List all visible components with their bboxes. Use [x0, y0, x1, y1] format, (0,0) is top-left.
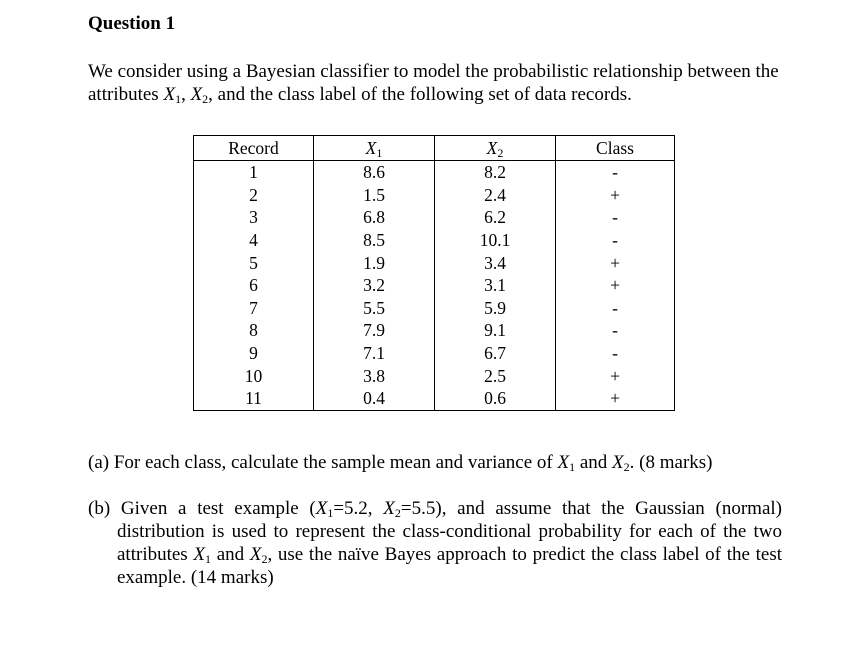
part-a-and: and	[575, 452, 613, 473]
cell-record: 4	[194, 229, 314, 252]
cell-record: 6	[194, 274, 314, 297]
cell-x2: 3.1	[435, 274, 556, 297]
subscript-2: 2	[623, 460, 630, 474]
subscript-1: 1	[205, 552, 212, 566]
header-x2-var: X	[486, 138, 498, 158]
table-row	[194, 274, 675, 297]
table-row	[194, 342, 675, 365]
header-x2	[435, 136, 556, 161]
header-x2-sub: 2	[497, 146, 504, 160]
subscript-2: 2	[202, 92, 209, 106]
cell-class: -	[556, 161, 675, 184]
subscript-1: 1	[327, 506, 334, 520]
cell-x2: 3.4	[435, 251, 556, 274]
cell-x1: 1.5	[314, 184, 435, 207]
intro-text-start: We consider using a Bayesian classifier to model the probabilistic relationship between the attributes	[88, 61, 779, 105]
table-row	[194, 297, 675, 320]
cell-x2: 6.2	[435, 206, 556, 229]
cell-class: -	[556, 319, 675, 342]
cell-class: +	[556, 274, 675, 297]
cell-record: 3	[194, 206, 314, 229]
cell-x1: 3.2	[314, 274, 435, 297]
cell-class: -	[556, 206, 675, 229]
header-x1-var: X	[365, 138, 377, 158]
cell-x1: 8.6	[314, 161, 435, 184]
cell-x2: 0.6	[435, 387, 556, 410]
cell-record: 2	[194, 184, 314, 207]
part-a-text-start: (a) For each class, calculate the sample mean and variance of	[88, 452, 558, 473]
intro-text-end: , and the class label of the following set of data records.	[208, 84, 632, 105]
table-row	[194, 319, 675, 342]
cell-record: 10	[194, 364, 314, 387]
var-x: X	[612, 452, 624, 473]
var-x: X	[163, 84, 176, 105]
table-row	[194, 251, 675, 274]
test-value-1: =5.2,	[333, 498, 384, 519]
var-x: X	[557, 452, 570, 473]
subscript-2: 2	[261, 552, 268, 566]
intro-separator: ,	[181, 84, 191, 105]
table-row	[194, 229, 675, 252]
cell-class: +	[556, 364, 675, 387]
table-row	[194, 184, 675, 207]
var-x: X	[249, 544, 262, 565]
cell-x2: 5.9	[435, 297, 556, 320]
cell-class: +	[556, 184, 675, 207]
part-b-and: and	[211, 544, 250, 565]
part-b-text-end: , use the naïve Bayes approach to predict the class label of the test example. (14 marks)	[117, 544, 782, 588]
header-class: Class	[556, 136, 675, 161]
intro-paragraph	[88, 60, 788, 106]
var-x: X	[193, 544, 206, 565]
subscript-1: 1	[175, 92, 182, 106]
cell-x1: 1.9	[314, 251, 435, 274]
part-b-question	[88, 497, 782, 589]
cell-x2: 2.5	[435, 364, 556, 387]
cell-x1: 8.5	[314, 229, 435, 252]
part-a-question	[88, 451, 782, 474]
test-value-2-and-text: =5.5), and assume that the Gaussian (normal) distribution is used to represent the class-conditional probability for each of the two attributes	[117, 498, 783, 565]
table-row	[194, 161, 675, 184]
var-x: X	[190, 84, 203, 105]
cell-record: 5	[194, 251, 314, 274]
cell-x2: 10.1	[435, 229, 556, 252]
cell-x1: 0.4	[314, 387, 435, 410]
cell-record: 1	[194, 161, 314, 184]
cell-class: +	[556, 251, 675, 274]
table-header-row	[194, 136, 675, 161]
subscript-1: 1	[569, 460, 576, 474]
cell-x2: 9.1	[435, 319, 556, 342]
table-row	[194, 206, 675, 229]
part-a-text-end: . (8 marks)	[629, 452, 713, 473]
cell-x2: 8.2	[435, 161, 556, 184]
cell-x1: 5.5	[314, 297, 435, 320]
var-x: X	[383, 498, 395, 519]
data-records-table	[193, 135, 675, 411]
header-record: Record	[194, 136, 314, 161]
cell-class: +	[556, 387, 675, 410]
cell-x1: 7.9	[314, 319, 435, 342]
part-b-text-start: (b) Given a test example (	[88, 498, 316, 519]
cell-class: -	[556, 229, 675, 252]
cell-class: -	[556, 297, 675, 320]
header-x1	[314, 136, 435, 161]
cell-x2: 6.7	[435, 342, 556, 365]
header-x1-sub: 1	[376, 146, 383, 160]
cell-class: -	[556, 342, 675, 365]
subscript-2: 2	[394, 506, 401, 520]
cell-record: 8	[194, 319, 314, 342]
cell-record: 11	[194, 387, 314, 410]
table-row	[194, 387, 675, 410]
var-x: X	[315, 498, 328, 519]
cell-record: 7	[194, 297, 314, 320]
cell-record: 9	[194, 342, 314, 365]
cell-x2: 2.4	[435, 184, 556, 207]
cell-x1: 3.8	[314, 364, 435, 387]
cell-x1: 6.8	[314, 206, 435, 229]
table-row	[194, 364, 675, 387]
cell-x1: 7.1	[314, 342, 435, 365]
question-title: Question 1	[88, 13, 176, 34]
